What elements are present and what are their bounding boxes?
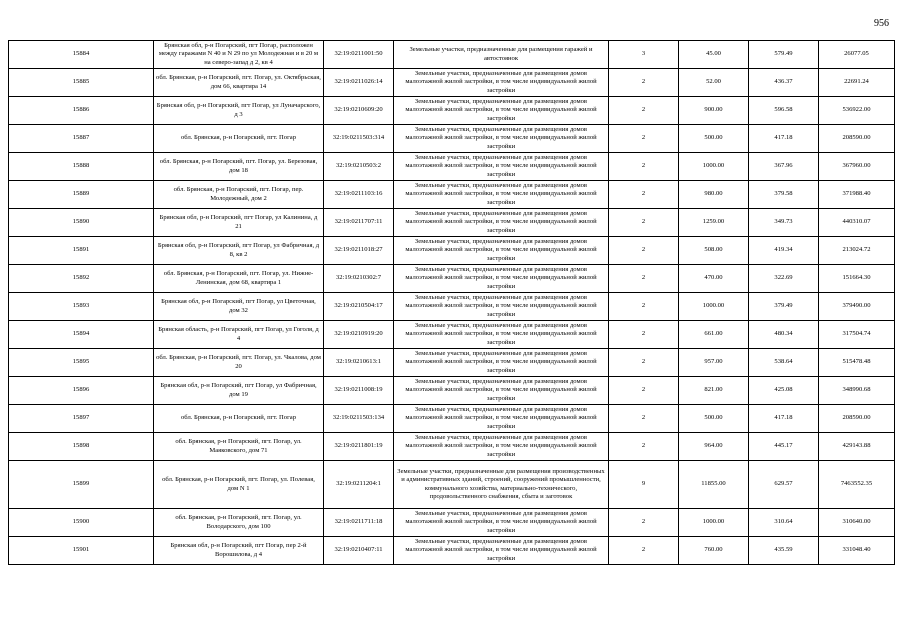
row-id-cell: 15900 (9, 509, 154, 537)
page-number: 956 (874, 18, 889, 29)
cadastral-value-cell: 348990.68 (819, 377, 895, 405)
group-cell: 9 (609, 461, 679, 509)
area-cell: 760.00 (679, 537, 749, 565)
specific-value-cell: 379.58 (749, 181, 819, 209)
cadastral-number-cell: 32:19:0210503:2 (324, 153, 394, 181)
address-cell: Брянская обл, р-н Погарский, пгт Погар, ул Калинина, д 21 (154, 209, 324, 237)
cadastral-value-cell: 213024.72 (819, 237, 895, 265)
cadastral-value-cell: 208590.00 (819, 405, 895, 433)
group-cell: 2 (609, 181, 679, 209)
land-use-cell: Земельные участки, предназначенные для размещения домов малоэтажной жилой застройки, в том числе индивидуальной жилой застройки (394, 209, 609, 237)
cadastral-value-cell: 151664.30 (819, 265, 895, 293)
cadastral-number-cell: 32:19:0211103:16 (324, 181, 394, 209)
area-cell: 957.00 (679, 349, 749, 377)
cadastral-number-cell: 32:19:0210407:11 (324, 537, 394, 565)
group-cell: 2 (609, 405, 679, 433)
area-cell: 1259.00 (679, 209, 749, 237)
group-cell: 2 (609, 293, 679, 321)
cadastral-value-cell: 22691.24 (819, 69, 895, 97)
cadastral-number-cell: 32:19:0211001:50 (324, 41, 394, 69)
row-id-cell: 15886 (9, 97, 154, 125)
group-cell: 3 (609, 41, 679, 69)
land-use-cell: Земельные участки, предназначенные для размещения домов малоэтажной жилой застройки, в том числе индивидуальной жилой застройки (394, 69, 609, 97)
cadastral-number-cell: 32:19:0211018:27 (324, 237, 394, 265)
row-id-cell: 15890 (9, 209, 154, 237)
specific-value-cell: 596.58 (749, 97, 819, 125)
address-cell: Брянская обл, р-н Погарский, пгт Погар, ул Фабричная, д 8, кв 2 (154, 237, 324, 265)
group-cell: 2 (609, 377, 679, 405)
area-cell: 45.00 (679, 41, 749, 69)
cadastral-value-cell: 371988.40 (819, 181, 895, 209)
row-id-cell: 15898 (9, 433, 154, 461)
land-use-cell: Земельные участки, предназначенные для размещения домов малоэтажной жилой застройки, в том числе индивидуальной жилой застройки (394, 377, 609, 405)
group-cell: 2 (609, 69, 679, 97)
cadastral-number-cell: 32:19:0211008:19 (324, 377, 394, 405)
cadastral-value-cell: 429143.88 (819, 433, 895, 461)
cadastral-value-cell: 440310.07 (819, 209, 895, 237)
table-row (9, 293, 895, 321)
specific-value-cell: 579.49 (749, 41, 819, 69)
land-use-cell: Земельные участки, предназначенные для размещения домов малоэтажной жилой застройки, в том числе индивидуальной жилой застройки (394, 153, 609, 181)
group-cell: 2 (609, 125, 679, 153)
table-row (9, 125, 895, 153)
group-cell: 2 (609, 265, 679, 293)
group-cell: 2 (609, 153, 679, 181)
address-cell: Брянская обл, р-н Погарский, пгт Погар, ул Луначарского, д 3 (154, 97, 324, 125)
address-cell: Брянская область, р-н Погарский, пгт Погар, ул Гоголя, д 4 (154, 321, 324, 349)
land-use-cell: Земельные участки, предназначенные для размещения домов малоэтажной жилой застройки, в том числе индивидуальной жилой застройки (394, 265, 609, 293)
address-cell: обл. Брянская, р-н Погарский, пгт. Погар, ул. Березовая, дом 18 (154, 153, 324, 181)
address-cell: обл. Брянская, р-н Погарский, пгт. Погар, ул. Чкалова, дом 20 (154, 349, 324, 377)
area-cell: 964.00 (679, 433, 749, 461)
land-use-cell: Земельные участки, предназначенные для размещения домов малоэтажной жилой застройки, в том числе индивидуальной жилой застройки (394, 237, 609, 265)
row-id-cell: 15889 (9, 181, 154, 209)
area-cell: 52.00 (679, 69, 749, 97)
area-cell: 500.00 (679, 405, 749, 433)
cadastral-number-cell: 32:19:0211503:134 (324, 405, 394, 433)
group-cell: 2 (609, 433, 679, 461)
group-cell: 2 (609, 237, 679, 265)
table-row (9, 153, 895, 181)
area-cell: 500.00 (679, 125, 749, 153)
land-use-cell: Земельные участки, предназначенные для размещения домов малоэтажной жилой застройки, в том числе индивидуальной жилой застройки (394, 321, 609, 349)
group-cell: 2 (609, 537, 679, 565)
specific-value-cell: 435.59 (749, 537, 819, 565)
area-cell: 508.00 (679, 237, 749, 265)
specific-value-cell: 417.18 (749, 125, 819, 153)
land-use-cell: Земельные участки, предназначенные для размещения домов малоэтажной жилой застройки, в том числе индивидуальной жилой застройки (394, 181, 609, 209)
land-use-cell: Земельные участки, предназначенные для размещения домов малоэтажной жилой застройки, в том числе индивидуальной жилой застройки (394, 433, 609, 461)
area-cell: 980.00 (679, 181, 749, 209)
area-cell: 661.00 (679, 321, 749, 349)
cadastral-value-cell: 7463552.35 (819, 461, 895, 509)
land-use-cell: Земельные участки, предназначенные для размещения домов малоэтажной жилой застройки, в том числе индивидуальной жилой застройки (394, 537, 609, 565)
specific-value-cell: 436.37 (749, 69, 819, 97)
specific-value-cell: 417.18 (749, 405, 819, 433)
table-row (9, 41, 895, 69)
specific-value-cell: 445.17 (749, 433, 819, 461)
address-cell: обл. Брянская, р-н Погарский, пгт. Погар, ул. Октябрьская, дом 66, квартира 14 (154, 69, 324, 97)
specific-value-cell: 367.96 (749, 153, 819, 181)
row-id-cell: 15901 (9, 537, 154, 565)
address-cell: Брянская обл, р-н Погарский, пгт Погар, расположен между гаражами N 40 и N 29 по ул Молодежная и в 20 м на северо-запад д 2, кв 4 (154, 41, 324, 69)
row-id-cell: 15888 (9, 153, 154, 181)
cadastral-number-cell: 32:19:0211503:314 (324, 125, 394, 153)
cadastral-number-cell: 32:19:0211204:1 (324, 461, 394, 509)
land-use-cell: Земельные участки, предназначенные для размещения домов малоэтажной жилой застройки, в том числе индивидуальной жилой застройки (394, 293, 609, 321)
land-use-cell: Земельные участки, предназначенные для размещения домов малоэтажной жилой застройки, в том числе индивидуальной жилой застройки (394, 125, 609, 153)
cadastral-value-cell: 208590.00 (819, 125, 895, 153)
cadastral-number-cell: 32:19:0210613:1 (324, 349, 394, 377)
cadastral-value-table (8, 40, 895, 565)
table-row (9, 209, 895, 237)
specific-value-cell: 425.08 (749, 377, 819, 405)
address-cell: обл. Брянская, р-н Погарский, пгт. Погар, пер. Молодежный, дом 2 (154, 181, 324, 209)
table-row (9, 321, 895, 349)
specific-value-cell: 349.73 (749, 209, 819, 237)
cadastral-number-cell: 32:19:0210302:7 (324, 265, 394, 293)
specific-value-cell: 538.64 (749, 349, 819, 377)
cadastral-value-cell: 317504.74 (819, 321, 895, 349)
address-cell: обл. Брянская, р-н Погарский, пгт. Погар, ул. Нижне-Ленинская, дом 68, квартира 1 (154, 265, 324, 293)
cadastral-value-cell: 515478.48 (819, 349, 895, 377)
row-id-cell: 15884 (9, 41, 154, 69)
cadastral-value-cell: 367960.00 (819, 153, 895, 181)
specific-value-cell: 310.64 (749, 509, 819, 537)
cadastral-number-cell: 32:19:0211711:18 (324, 509, 394, 537)
address-cell: обл. Брянская, р-н Погарский, пгт. Погар, ул. Маяковского, дом 71 (154, 433, 324, 461)
table-row (9, 237, 895, 265)
land-use-cell: Земельные участки, предназначенные для размещения домов малоэтажной жилой застройки, в том числе индивидуальной жилой застройки (394, 349, 609, 377)
specific-value-cell: 419.34 (749, 237, 819, 265)
address-cell: обл. Брянская, р-н Погарский, пгт. Погар, ул. Полевая, дом N 1 (154, 461, 324, 509)
land-use-cell: Земельные участки, предназначенные для размещения домов малоэтажной жилой застройки, в том числе индивидуальной жилой застройки (394, 97, 609, 125)
cadastral-number-cell: 32:19:0210919:20 (324, 321, 394, 349)
row-id-cell: 15893 (9, 293, 154, 321)
group-cell: 2 (609, 321, 679, 349)
cadastral-number-cell: 32:19:0210609:20 (324, 97, 394, 125)
area-cell: 1000.00 (679, 293, 749, 321)
cadastral-number-cell: 32:19:0211801:19 (324, 433, 394, 461)
row-id-cell: 15899 (9, 461, 154, 509)
cadastral-number-cell: 32:19:0210504:17 (324, 293, 394, 321)
land-use-cell: Земельные участки, предназначенные для размещения гаражей и автостоянок (394, 41, 609, 69)
land-use-cell: Земельные участки, предназначенные для размещения домов малоэтажной жилой застройки, в том числе индивидуальной жилой застройки (394, 405, 609, 433)
area-cell: 1000.00 (679, 153, 749, 181)
address-cell: обл. Брянская, р-н Погарский, пгт. Погар (154, 125, 324, 153)
specific-value-cell: 322.69 (749, 265, 819, 293)
area-cell: 821.00 (679, 377, 749, 405)
address-cell: обл. Брянская, р-н Погарский, пгт. Погар, ул. Володарского, дом 100 (154, 509, 324, 537)
land-use-cell: Земельные участки, предназначенные для размещения производственных и административных зданий, строений, сооружений промышленности, коммунального хозяйства, материально-технического, продовольственного снабжения, сбыта и заготовок (394, 461, 609, 509)
table-row (9, 405, 895, 433)
cadastral-value-cell: 310640.00 (819, 509, 895, 537)
area-cell: 470.00 (679, 265, 749, 293)
row-id-cell: 15894 (9, 321, 154, 349)
specific-value-cell: 629.57 (749, 461, 819, 509)
address-cell: Брянская обл, р-н Погарский, пгт Погар, пер 2-й Ворошилова, д 4 (154, 537, 324, 565)
specific-value-cell: 379.49 (749, 293, 819, 321)
area-cell: 900.00 (679, 97, 749, 125)
table-row (9, 69, 895, 97)
group-cell: 2 (609, 209, 679, 237)
row-id-cell: 15895 (9, 349, 154, 377)
table-row (9, 349, 895, 377)
cadastral-value-cell: 536922.00 (819, 97, 895, 125)
group-cell: 2 (609, 97, 679, 125)
table-row (9, 97, 895, 125)
group-cell: 2 (609, 349, 679, 377)
table-row (9, 461, 895, 509)
cadastral-value-cell: 379490.00 (819, 293, 895, 321)
cadastral-value-cell: 26077.05 (819, 41, 895, 69)
group-cell: 2 (609, 509, 679, 537)
table-row (9, 377, 895, 405)
cadastral-number-cell: 32:19:0211707:11 (324, 209, 394, 237)
table-row (9, 537, 895, 565)
area-cell: 1000.00 (679, 509, 749, 537)
table-row (9, 265, 895, 293)
specific-value-cell: 480.34 (749, 321, 819, 349)
table-row (9, 181, 895, 209)
address-cell: Брянская обл, р-н Погарский, пгт Погар, ул Цветочная, дом 32 (154, 293, 324, 321)
row-id-cell: 15896 (9, 377, 154, 405)
row-id-cell: 15885 (9, 69, 154, 97)
table-row (9, 509, 895, 537)
address-cell: Брянская обл, р-н Погарский, пгт Погар, ул Фабричная, дом 19 (154, 377, 324, 405)
area-cell: 11855.00 (679, 461, 749, 509)
table-row (9, 433, 895, 461)
land-use-cell: Земельные участки, предназначенные для размещения домов малоэтажной жилой застройки, в том числе индивидуальной жилой застройки (394, 509, 609, 537)
row-id-cell: 15892 (9, 265, 154, 293)
cadastral-number-cell: 32:19:0211026:14 (324, 69, 394, 97)
row-id-cell: 15897 (9, 405, 154, 433)
row-id-cell: 15887 (9, 125, 154, 153)
cadastral-value-cell: 331048.40 (819, 537, 895, 565)
address-cell: обл. Брянская, р-н Погарский, пгт. Погар (154, 405, 324, 433)
row-id-cell: 15891 (9, 237, 154, 265)
